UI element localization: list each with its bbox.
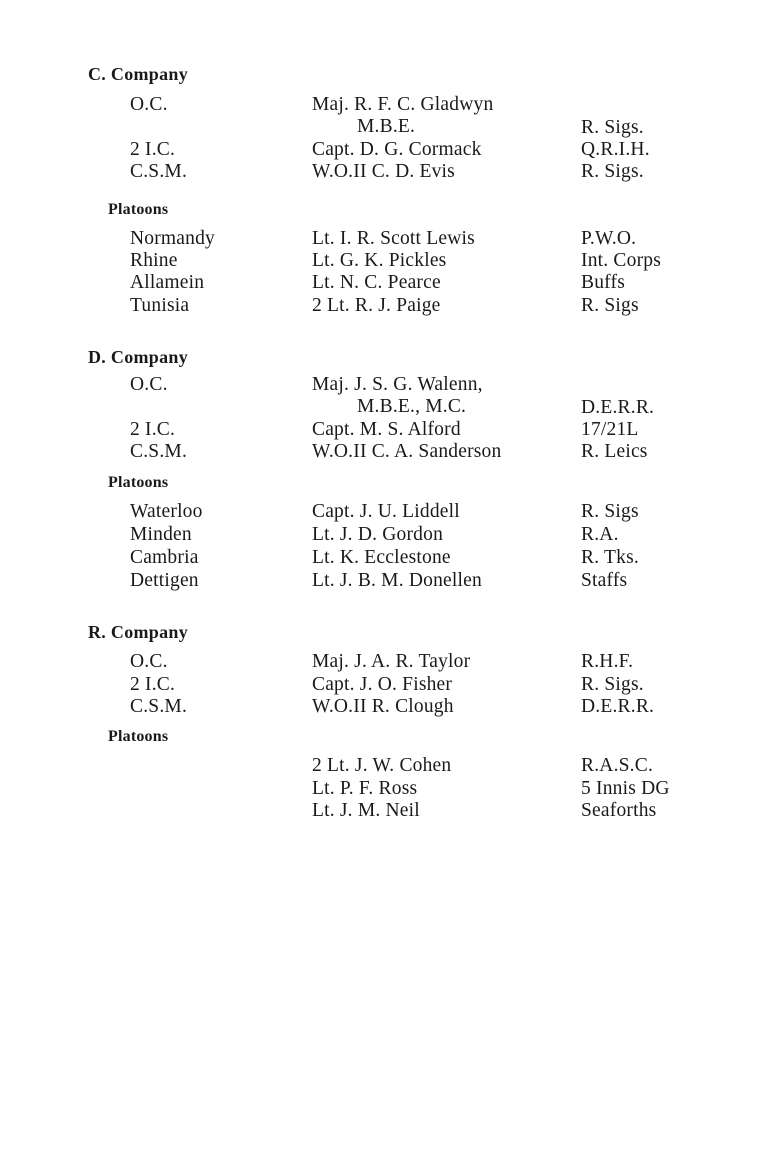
officer-name: Lt. K. Ecclestone (312, 547, 451, 568)
unit-name: Q.R.I.H. (581, 139, 650, 160)
platoons-heading: Platoons (108, 474, 169, 491)
unit-name: 17/21L (581, 419, 639, 440)
officer-name: Lt. N. C. Pearce (312, 272, 441, 293)
platoon-name: Normandy (130, 228, 215, 249)
unit-name: R.H.F. (581, 651, 634, 672)
unit-name: Buffs (581, 272, 625, 293)
officer-name: Capt. M. S. Alford (312, 419, 461, 440)
unit-name: R. Tks. (581, 547, 639, 568)
unit-name: R. Sigs. (581, 674, 644, 695)
officer-name: Maj. R. F. C. Gladwyn (312, 94, 494, 115)
officer-name: W.O.II C. A. Sanderson (312, 441, 502, 462)
company-heading: D. Company (88, 347, 189, 367)
platoons-heading: Platoons (108, 728, 169, 745)
company-heading: R. Company (88, 622, 189, 642)
role-label: O.C. (130, 374, 168, 395)
officer-name: Maj. J. A. R. Taylor (312, 651, 471, 672)
role-label: C.S.M. (130, 441, 188, 462)
unit-name: Int. Corps (581, 250, 661, 271)
platoon-name: Waterloo (130, 501, 203, 522)
platoon-name: Tunisia (130, 295, 190, 316)
platoon-name: Cambria (130, 547, 199, 568)
officer-name: Capt. J. O. Fisher (312, 674, 453, 695)
officer-honours: M.B.E., M.C. (357, 396, 467, 417)
officer-name: W.O.II C. D. Evis (312, 161, 455, 182)
officer-name: 2 Lt. R. J. Paige (312, 295, 441, 316)
role-label: 2 I.C. (130, 419, 176, 440)
officer-name: W.O.II R. Clough (312, 696, 454, 717)
unit-name: R. Leics (581, 441, 648, 462)
role-label: O.C. (130, 94, 168, 115)
officer-name: 2 Lt. J. W. Cohen (312, 755, 452, 776)
unit-name: R. Sigs (581, 501, 639, 522)
officer-name: Lt. J. M. Neil (312, 800, 420, 821)
unit-name: Staffs (581, 570, 628, 591)
unit-name: Seaforths (581, 800, 657, 821)
unit-name: D.E.R.R. (581, 696, 655, 717)
officer-name: Capt. D. G. Cormack (312, 139, 482, 160)
unit-name: R.A.S.C. (581, 755, 654, 776)
role-label: O.C. (130, 651, 168, 672)
unit-name: P.W.O. (581, 228, 637, 249)
platoon-name: Rhine (130, 250, 178, 271)
platoons-heading: Platoons (108, 201, 169, 218)
officer-name: Lt. I. R. Scott Lewis (312, 228, 475, 249)
officer-name: Lt. J. D. Gordon (312, 524, 444, 545)
officer-name: Maj. J. S. G. Walenn, (312, 374, 483, 395)
company-heading: C. Company (88, 64, 189, 84)
role-label: 2 I.C. (130, 674, 176, 695)
role-label: C.S.M. (130, 161, 188, 182)
unit-name: R. Sigs (581, 295, 639, 316)
unit-name: R.A. (581, 524, 619, 545)
officer-name: Lt. G. K. Pickles (312, 250, 447, 271)
unit-name: R. Sigs. (581, 161, 644, 182)
unit-name: 5 Innis DG (581, 778, 670, 799)
officer-name: Lt. P. F. Ross (312, 778, 418, 799)
platoon-name: Allamein (130, 272, 205, 293)
role-label: 2 I.C. (130, 139, 176, 160)
officer-honours: M.B.E. (357, 116, 416, 137)
platoon-name: Minden (130, 524, 192, 545)
officer-name: Lt. J. B. M. Donellen (312, 570, 482, 591)
unit-name: D.E.R.R. (581, 397, 655, 418)
role-label: C.S.M. (130, 696, 188, 717)
officer-name: Capt. J. U. Liddell (312, 501, 460, 522)
platoon-name: Dettigen (130, 570, 199, 591)
unit-name: R. Sigs. (581, 117, 644, 138)
